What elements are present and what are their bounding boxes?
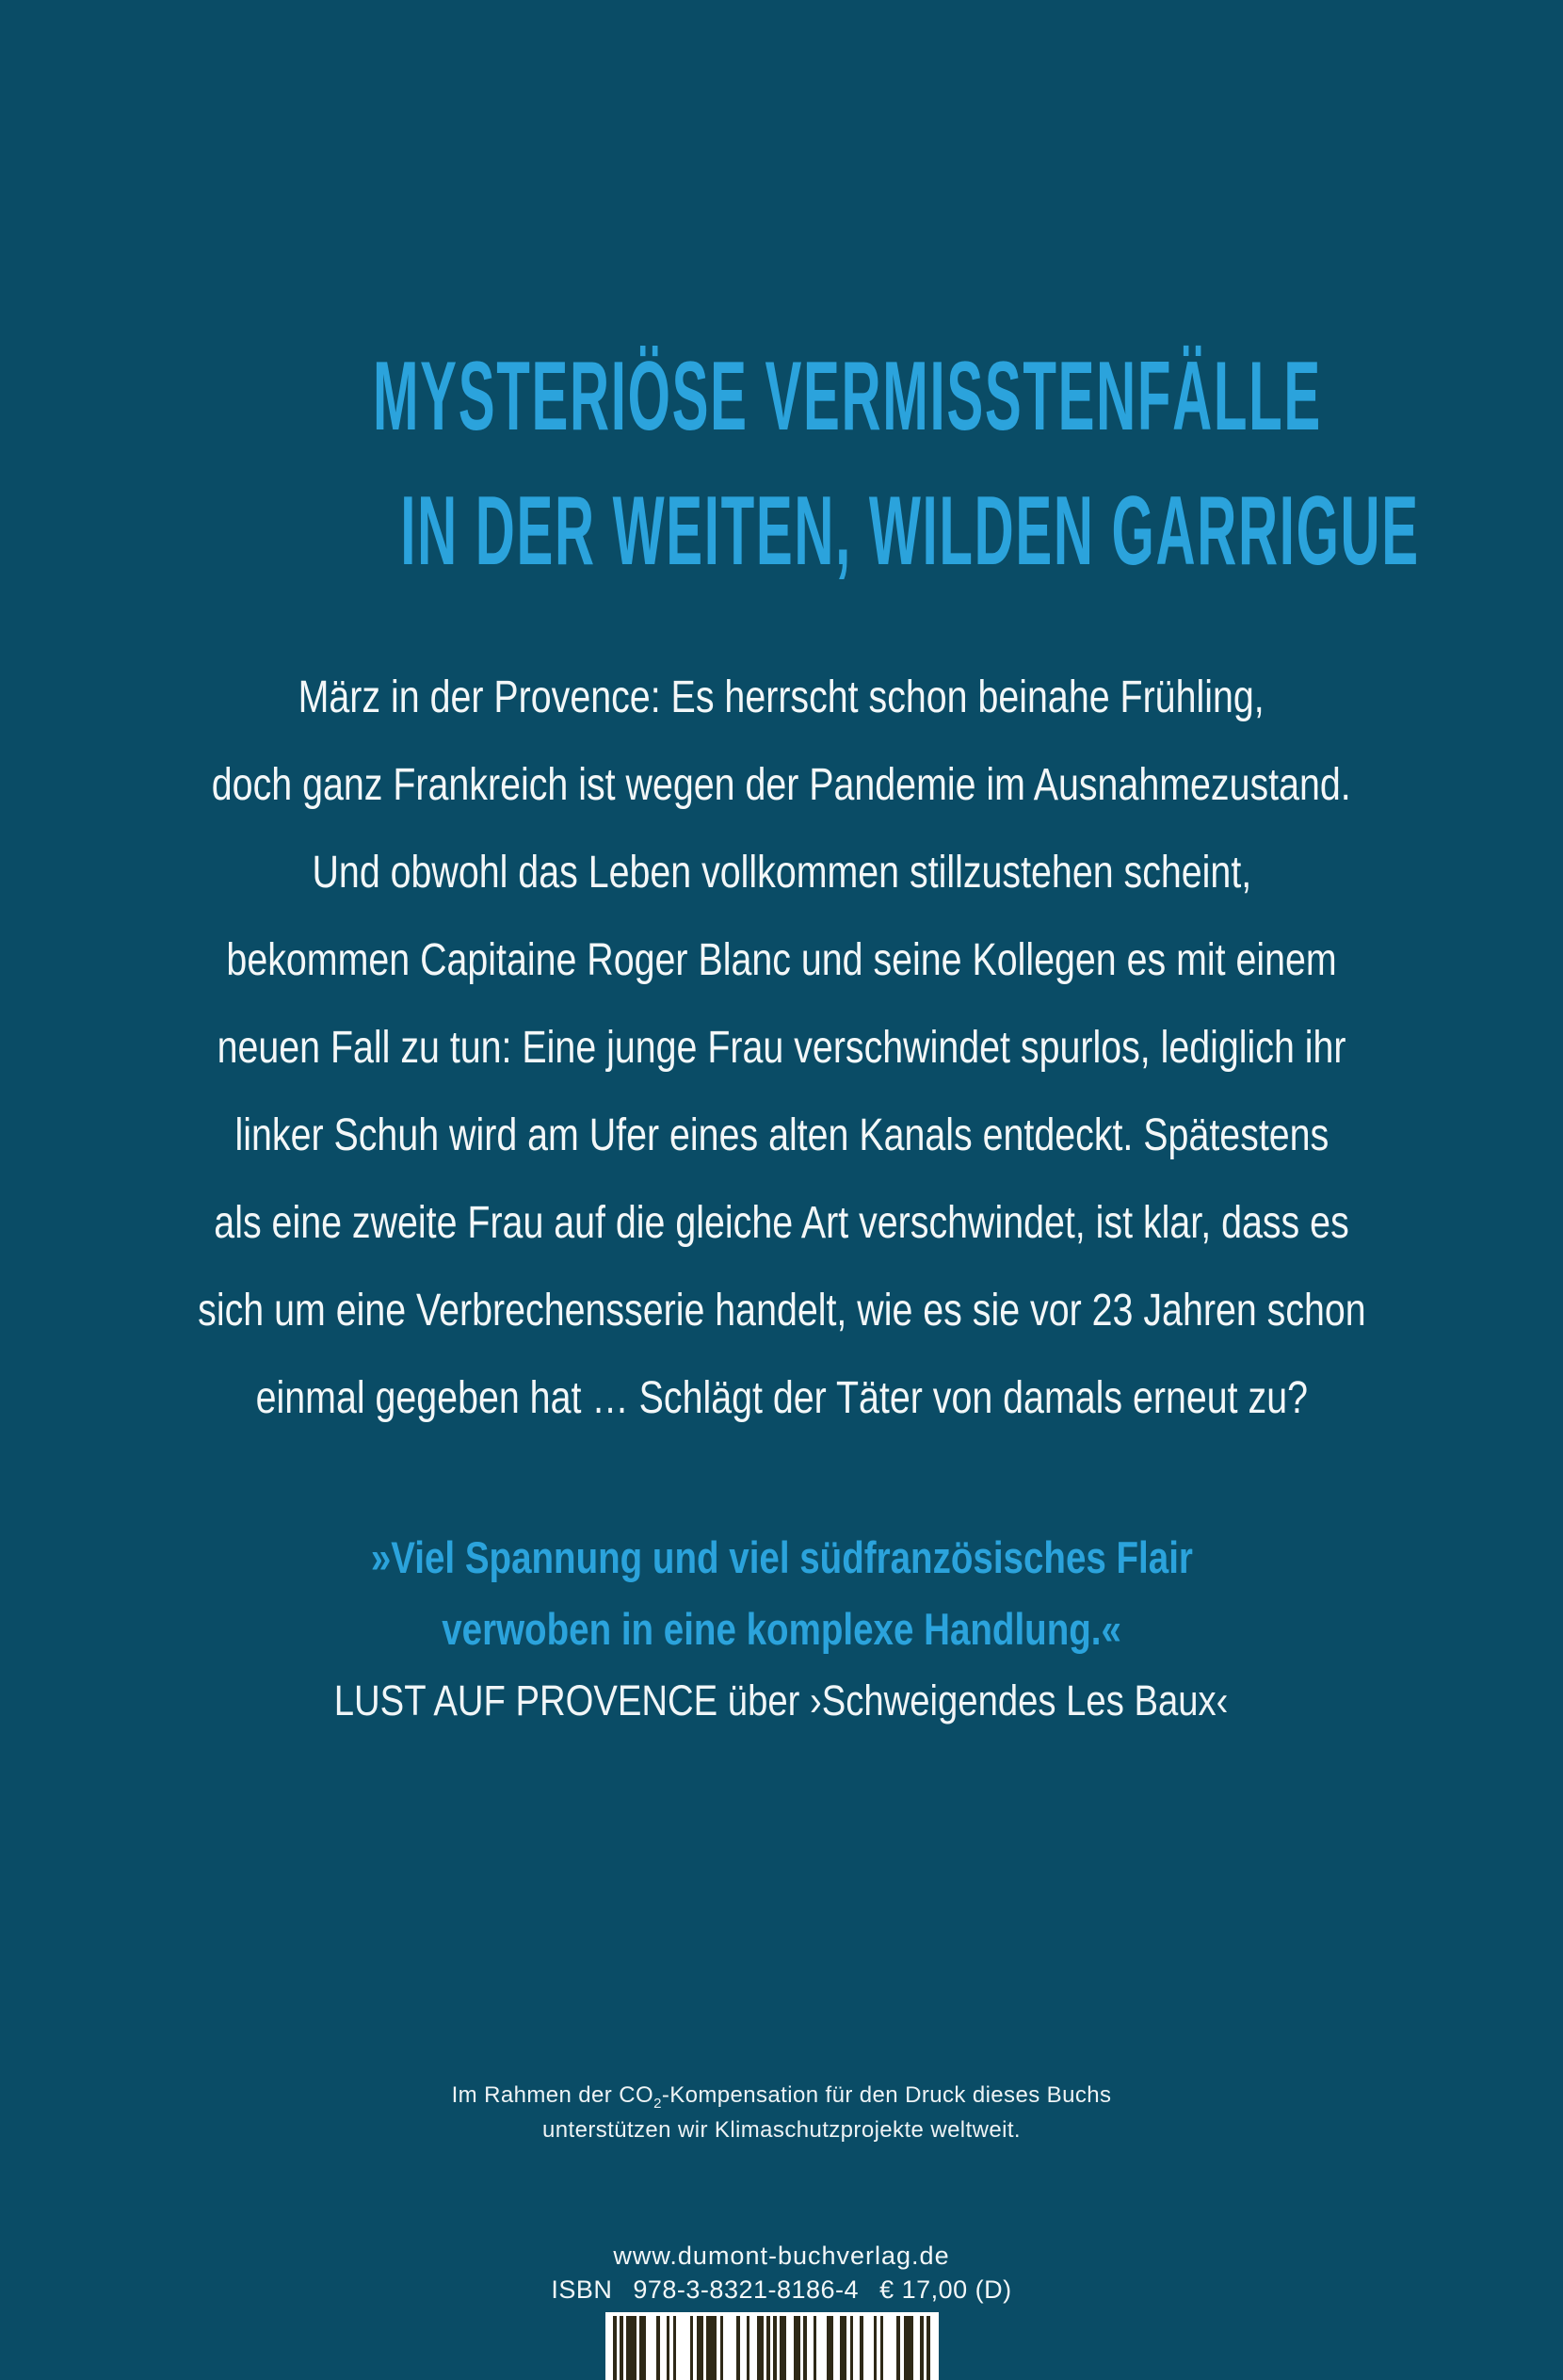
synopsis-line: bekommen Capitaine Roger Blanc und seine Kollegen es mit einem [226, 935, 1337, 985]
synopsis-line: doch ganz Frankreich ist wegen der Pandemie im Ausnahmezustand. [212, 760, 1351, 810]
synopsis-line: sich um eine Verbrechensserie handelt, wie es sie vor 23 Jahren schon [197, 1286, 1366, 1336]
review-attribution: LUST AUF PROVENCE über ›Schweigendes Les Baux‹ [334, 1676, 1229, 1724]
publisher-website: www.dumont-buchverlag.de [613, 2242, 950, 2270]
tagline [0, 330, 1563, 599]
isbn-price-line [0, 2274, 1563, 2306]
synopsis-line: März in der Provence: Es herrscht schon beinahe Frühling, [298, 672, 1265, 722]
barcode-bars [613, 2316, 931, 2380]
price: € 17,00 (D) [879, 2275, 1012, 2304]
isbn-number: 978-3-8321-8186-4 [633, 2275, 860, 2304]
synopsis-line: einmal gegeben hat … Schlägt der Täter von damals erneut zu? [255, 1373, 1308, 1423]
synopsis-line: linker Schuh wird am Ufer eines alten Kanals entdeckt. Spätestens [234, 1110, 1329, 1160]
barcode [605, 2312, 939, 2380]
synopsis-line: Und obwohl das Leben vollkommen stillzustehen scheint, [312, 848, 1251, 898]
climate-compensation-note [0, 2078, 1563, 2147]
isbn-label: ISBN [551, 2275, 613, 2304]
synopsis-text [0, 654, 1563, 1442]
tagline-line-1: MYSTERIÖSE VERMISSTENFÄLLE [372, 342, 1322, 451]
review-quote-line-1: »Viel Spannung und viel südfranzösisches Flair [370, 1532, 1193, 1582]
climate-note-line-2: unterstützen wir Klimaschutzprojekte weltweit. [542, 2117, 1021, 2143]
synopsis-line: als eine zweite Frau auf die gleiche Art verschwindet, ist klar, dass es [214, 1198, 1349, 1248]
co2-subscript: 2 [653, 2096, 662, 2112]
synopsis-line: neuen Fall zu tun: Eine junge Frau verschwindet spurlos, lediglich ihr [217, 1023, 1346, 1073]
press-review [0, 1522, 1563, 1737]
climate-note-line-1: Im Rahmen der $CO_2$-Kompensation für den Druck dieses Buchs [451, 2082, 1112, 2112]
review-quote-line-2: verwoben in eine komplexe Handlung.« [442, 1604, 1121, 1654]
tagline-line-2: IN DER WEITEN, WILDEN GARRIGUE [400, 477, 1420, 586]
